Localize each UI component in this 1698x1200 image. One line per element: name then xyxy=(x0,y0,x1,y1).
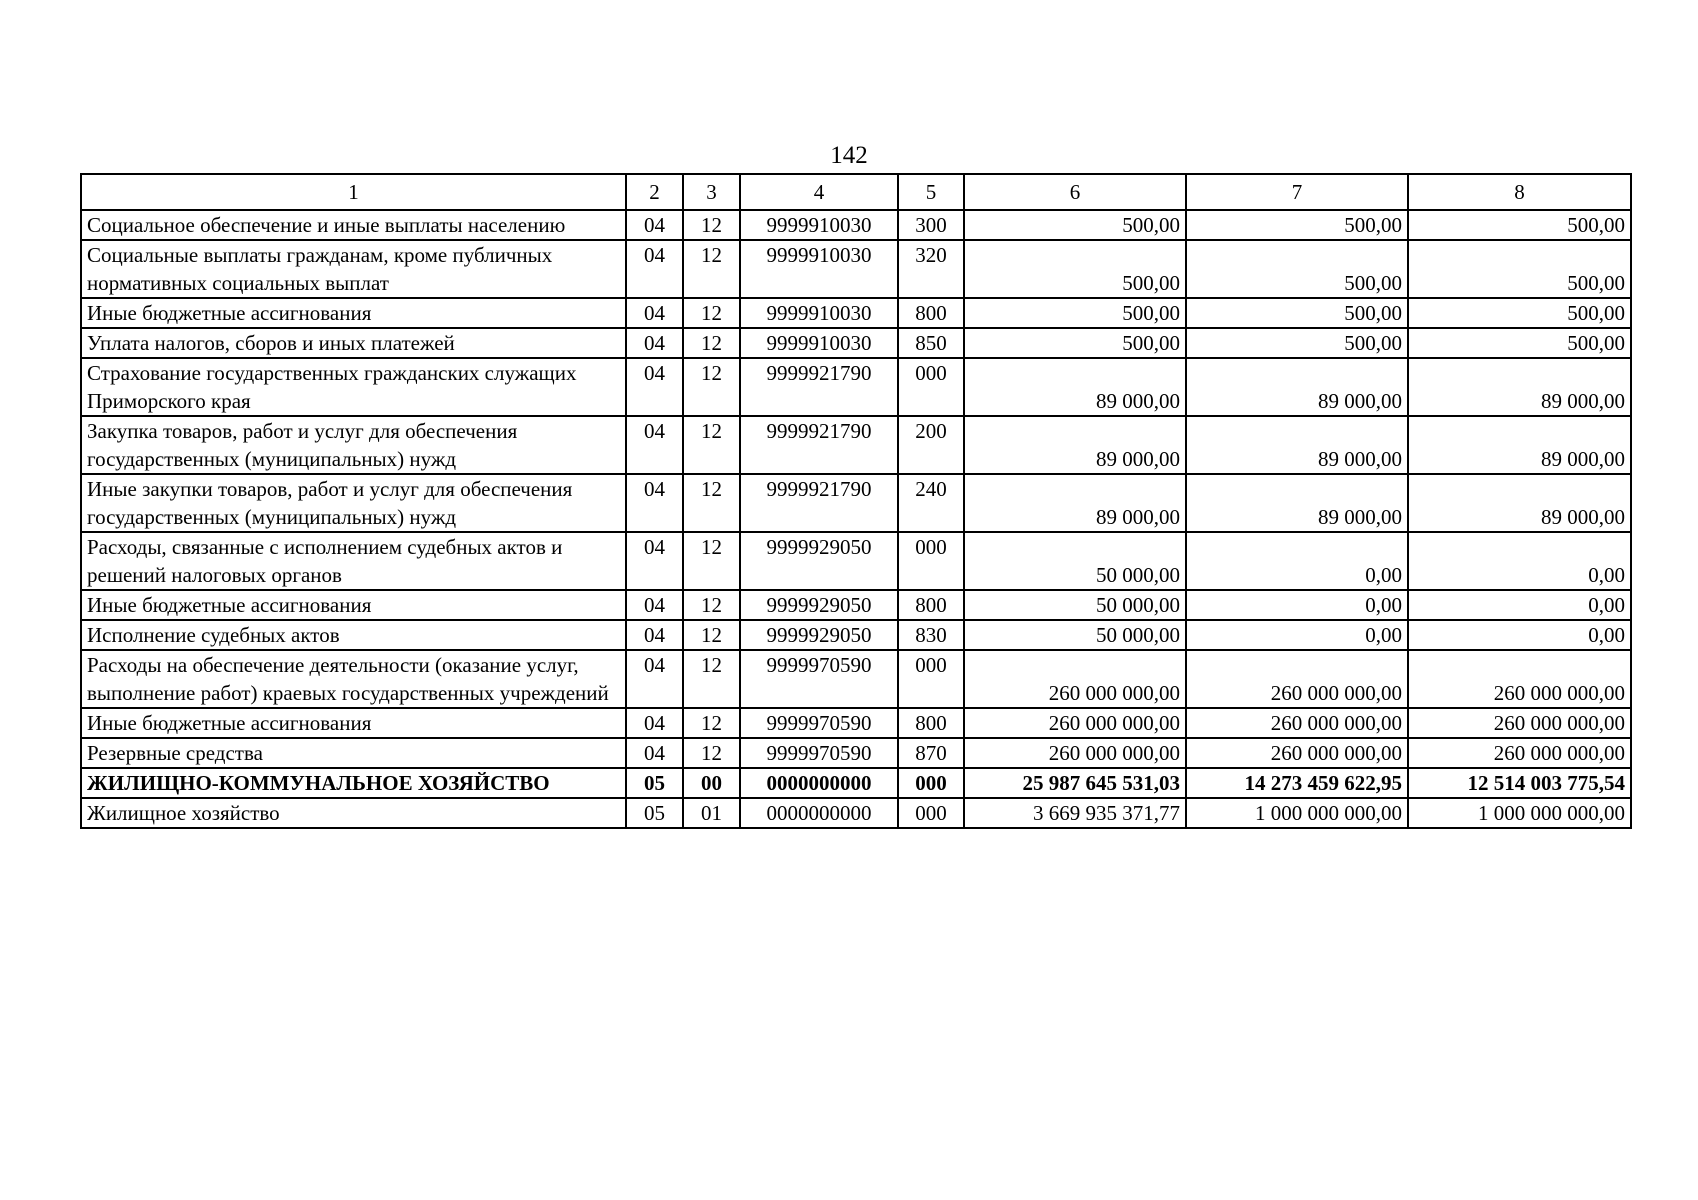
section-code-cell: 04 xyxy=(626,298,683,328)
item-name-cell: Иные бюджетные ассигнования xyxy=(81,298,626,328)
item-name-cell: Расходы, связанные с исполнением судебных актов и решений налоговых органов xyxy=(81,532,626,590)
amount-col8-cell: 260 000 000,00 xyxy=(1408,708,1631,738)
table-row xyxy=(81,738,1631,768)
amount-col8-cell: 89 000,00 xyxy=(1408,416,1631,474)
budget-table xyxy=(80,173,1632,829)
column-header: 7 xyxy=(1186,174,1408,210)
table-row xyxy=(81,532,1631,590)
item-name-cell: Социальное обеспечение и иные выплаты населению xyxy=(81,210,626,240)
amount-col6-cell: 500,00 xyxy=(964,240,1186,298)
amount-col7-cell: 0,00 xyxy=(1186,532,1408,590)
expense-type-cell: 800 xyxy=(898,590,964,620)
section-code-cell: 04 xyxy=(626,650,683,708)
expense-type-cell: 850 xyxy=(898,328,964,358)
amount-col6-cell: 89 000,00 xyxy=(964,474,1186,532)
subsection-code-cell: 01 xyxy=(683,798,740,828)
item-name-cell: Закупка товаров, работ и услуг для обеспечения государственных (муниципальных) нужд xyxy=(81,416,626,474)
amount-col7-cell: 0,00 xyxy=(1186,590,1408,620)
amount-col7-cell: 0,00 xyxy=(1186,620,1408,650)
amount-col7-cell: 260 000 000,00 xyxy=(1186,708,1408,738)
amount-col7-cell: 260 000 000,00 xyxy=(1186,738,1408,768)
target-article-cell: 9999929050 xyxy=(740,590,898,620)
amount-col6-cell: 3 669 935 371,77 xyxy=(964,798,1186,828)
item-name-cell: Страхование государственных гражданских служащих Приморского края xyxy=(81,358,626,416)
table-row xyxy=(81,358,1631,416)
amount-col7-cell: 14 273 459 622,95 xyxy=(1186,768,1408,798)
amount-col6-cell: 260 000 000,00 xyxy=(964,650,1186,708)
target-article-cell: 9999910030 xyxy=(740,210,898,240)
expense-type-cell: 000 xyxy=(898,358,964,416)
section-code-cell: 04 xyxy=(626,620,683,650)
target-article-cell: 9999970590 xyxy=(740,650,898,708)
subsection-code-cell: 00 xyxy=(683,768,740,798)
amount-col6-cell: 260 000 000,00 xyxy=(964,738,1186,768)
expense-type-cell: 000 xyxy=(898,532,964,590)
amount-col6-cell: 89 000,00 xyxy=(964,358,1186,416)
item-name-cell: Иные бюджетные ассигнования xyxy=(81,590,626,620)
column-header: 4 xyxy=(740,174,898,210)
subsection-code-cell: 12 xyxy=(683,358,740,416)
amount-col6-cell: 260 000 000,00 xyxy=(964,708,1186,738)
amount-col8-cell: 0,00 xyxy=(1408,620,1631,650)
subsection-code-cell: 12 xyxy=(683,474,740,532)
section-code-cell: 04 xyxy=(626,532,683,590)
amount-col6-cell: 50 000,00 xyxy=(964,532,1186,590)
subsection-code-cell: 12 xyxy=(683,416,740,474)
amount-col6-cell: 50 000,00 xyxy=(964,590,1186,620)
subsection-code-cell: 12 xyxy=(683,298,740,328)
section-code-cell: 04 xyxy=(626,328,683,358)
target-article-cell: 9999921790 xyxy=(740,474,898,532)
section-code-cell: 05 xyxy=(626,768,683,798)
subsection-code-cell: 12 xyxy=(683,738,740,768)
target-article-cell: 9999910030 xyxy=(740,328,898,358)
subsection-code-cell: 12 xyxy=(683,532,740,590)
item-name-cell: Расходы на обеспечение деятельности (оказание услуг, выполнение работ) краевых государственных учреждений xyxy=(81,650,626,708)
amount-col7-cell: 500,00 xyxy=(1186,328,1408,358)
amount-col7-cell: 260 000 000,00 xyxy=(1186,650,1408,708)
amount-col8-cell: 500,00 xyxy=(1408,298,1631,328)
expense-type-cell: 300 xyxy=(898,210,964,240)
table-row xyxy=(81,798,1631,828)
table-row xyxy=(81,708,1631,738)
amount-col7-cell: 89 000,00 xyxy=(1186,474,1408,532)
amount-col8-cell: 500,00 xyxy=(1408,210,1631,240)
target-article-cell: 9999929050 xyxy=(740,620,898,650)
table-row xyxy=(81,590,1631,620)
amount-col6-cell: 25 987 645 531,03 xyxy=(964,768,1186,798)
subsection-code-cell: 12 xyxy=(683,620,740,650)
table-row xyxy=(81,240,1631,298)
target-article-cell: 9999929050 xyxy=(740,532,898,590)
expense-type-cell: 870 xyxy=(898,738,964,768)
amount-col6-cell: 89 000,00 xyxy=(964,416,1186,474)
table-row xyxy=(81,620,1631,650)
amount-col8-cell: 1 000 000 000,00 xyxy=(1408,798,1631,828)
table-row xyxy=(81,416,1631,474)
expense-type-cell: 000 xyxy=(898,650,964,708)
table-row xyxy=(81,768,1631,798)
expense-type-cell: 000 xyxy=(898,798,964,828)
section-code-cell: 04 xyxy=(626,590,683,620)
section-code-cell: 04 xyxy=(626,708,683,738)
item-name-cell: Исполнение судебных актов xyxy=(81,620,626,650)
amount-col7-cell: 500,00 xyxy=(1186,210,1408,240)
amount-col6-cell: 500,00 xyxy=(964,210,1186,240)
target-article-cell: 9999970590 xyxy=(740,738,898,768)
table-row xyxy=(81,210,1631,240)
amount-col8-cell: 0,00 xyxy=(1408,590,1631,620)
amount-col8-cell: 0,00 xyxy=(1408,532,1631,590)
subsection-code-cell: 12 xyxy=(683,708,740,738)
section-code-cell: 05 xyxy=(626,798,683,828)
item-name-cell: ЖИЛИЩНО-КОММУНАЛЬНОЕ ХОЗЯЙСТВО xyxy=(81,768,626,798)
section-code-cell: 04 xyxy=(626,358,683,416)
section-code-cell: 04 xyxy=(626,416,683,474)
table-row xyxy=(81,298,1631,328)
subsection-code-cell: 12 xyxy=(683,240,740,298)
expense-type-cell: 800 xyxy=(898,298,964,328)
amount-col8-cell: 89 000,00 xyxy=(1408,474,1631,532)
column-header: 5 xyxy=(898,174,964,210)
column-header: 1 xyxy=(81,174,626,210)
target-article-cell: 0000000000 xyxy=(740,768,898,798)
amount-col7-cell: 89 000,00 xyxy=(1186,358,1408,416)
table-body xyxy=(81,210,1631,828)
table-row xyxy=(81,474,1631,532)
section-code-cell: 04 xyxy=(626,240,683,298)
subsection-code-cell: 12 xyxy=(683,650,740,708)
section-code-cell: 04 xyxy=(626,210,683,240)
amount-col6-cell: 500,00 xyxy=(964,328,1186,358)
target-article-cell: 9999921790 xyxy=(740,358,898,416)
subsection-code-cell: 12 xyxy=(683,210,740,240)
amount-col8-cell: 260 000 000,00 xyxy=(1408,738,1631,768)
table-row xyxy=(81,650,1631,708)
amount-col8-cell: 12 514 003 775,54 xyxy=(1408,768,1631,798)
item-name-cell: Иные закупки товаров, работ и услуг для обеспечения государственных (муниципальных) нужд xyxy=(81,474,626,532)
expense-type-cell: 200 xyxy=(898,416,964,474)
page-number: 142 xyxy=(830,142,868,169)
target-article-cell: 9999921790 xyxy=(740,416,898,474)
column-header: 8 xyxy=(1408,174,1631,210)
column-header: 6 xyxy=(964,174,1186,210)
section-code-cell: 04 xyxy=(626,474,683,532)
amount-col8-cell: 500,00 xyxy=(1408,240,1631,298)
column-header: 3 xyxy=(683,174,740,210)
amount-col7-cell: 89 000,00 xyxy=(1186,416,1408,474)
item-name-cell: Социальные выплаты гражданам, кроме публичных нормативных социальных выплат xyxy=(81,240,626,298)
table-header-row xyxy=(81,174,1631,210)
expense-type-cell: 800 xyxy=(898,708,964,738)
subsection-code-cell: 12 xyxy=(683,328,740,358)
amount-col8-cell: 500,00 xyxy=(1408,328,1631,358)
subsection-code-cell: 12 xyxy=(683,590,740,620)
item-name-cell: Резервные средства xyxy=(81,738,626,768)
table-row xyxy=(81,328,1631,358)
amount-col6-cell: 500,00 xyxy=(964,298,1186,328)
target-article-cell: 9999970590 xyxy=(740,708,898,738)
item-name-cell: Уплата налогов, сборов и иных платежей xyxy=(81,328,626,358)
amount-col7-cell: 1 000 000 000,00 xyxy=(1186,798,1408,828)
column-header: 2 xyxy=(626,174,683,210)
amount-col6-cell: 50 000,00 xyxy=(964,620,1186,650)
section-code-cell: 04 xyxy=(626,738,683,768)
amount-col8-cell: 260 000 000,00 xyxy=(1408,650,1631,708)
expense-type-cell: 000 xyxy=(898,768,964,798)
target-article-cell: 0000000000 xyxy=(740,798,898,828)
amount-col7-cell: 500,00 xyxy=(1186,240,1408,298)
item-name-cell: Жилищное хозяйство xyxy=(81,798,626,828)
item-name-cell: Иные бюджетные ассигнования xyxy=(81,708,626,738)
amount-col8-cell: 89 000,00 xyxy=(1408,358,1631,416)
target-article-cell: 9999910030 xyxy=(740,240,898,298)
amount-col7-cell: 500,00 xyxy=(1186,298,1408,328)
expense-type-cell: 240 xyxy=(898,474,964,532)
expense-type-cell: 830 xyxy=(898,620,964,650)
expense-type-cell: 320 xyxy=(898,240,964,298)
target-article-cell: 9999910030 xyxy=(740,298,898,328)
